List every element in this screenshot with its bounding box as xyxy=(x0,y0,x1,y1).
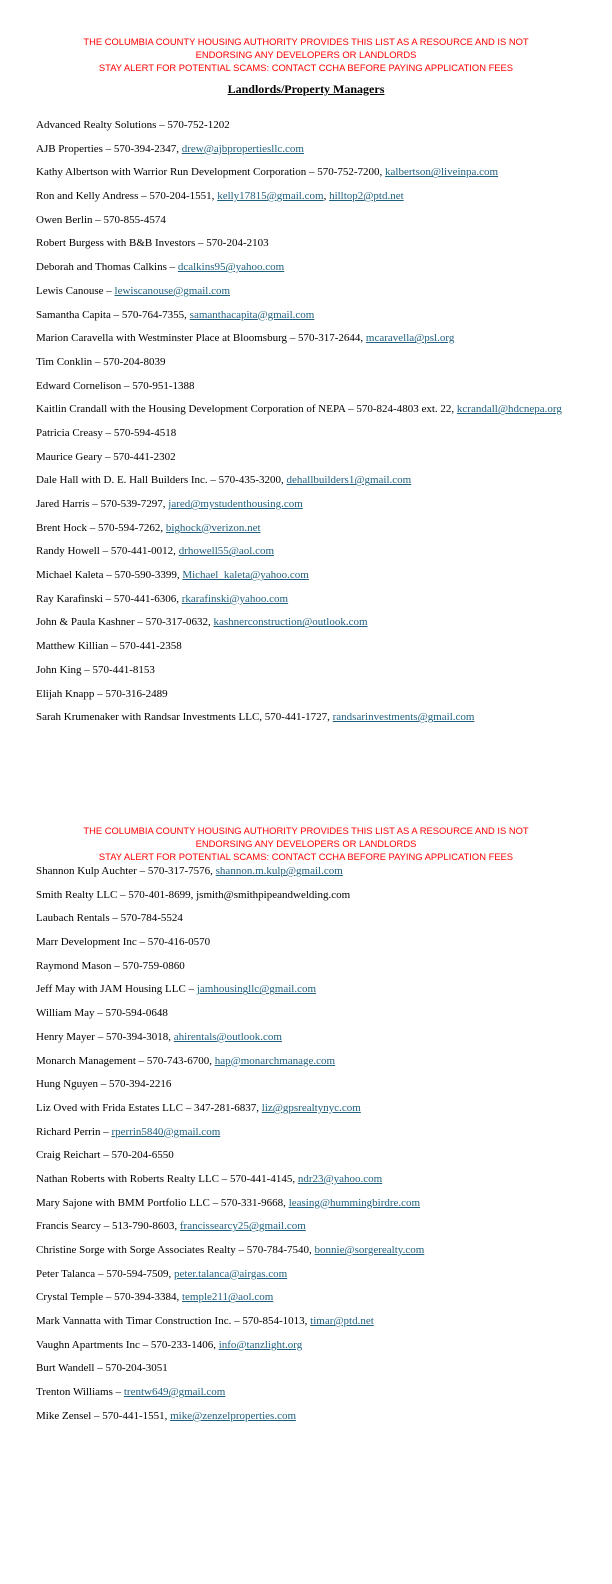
email-link[interactable]: rkarafinski@yahoo.com xyxy=(181,592,289,605)
list-item xyxy=(36,982,581,997)
email-link[interactable]: bighock@verizon.net xyxy=(165,521,261,534)
notice-line: STAY ALERT FOR POTENTIAL SCAMS: CONTACT CCHA BEFORE PAYING APPLICATION FEES xyxy=(98,62,514,73)
list-item xyxy=(36,1409,581,1424)
list-item xyxy=(36,1077,581,1092)
landlord-list-page-2 xyxy=(36,864,581,1433)
list-item xyxy=(36,1243,581,1258)
contact-text: John & Paula Kashner – 570-317-0632, xyxy=(36,616,214,629)
contact-text: Craig Reichart – 570-204-6550 xyxy=(36,1149,174,1162)
email-link[interactable]: temple211@aol.com xyxy=(181,1291,274,1304)
contact-text: Ron and Kelly Andress – 570-204-1551, xyxy=(36,190,218,203)
contact-text: Ray Karafinski – 570-441-6306, xyxy=(36,592,182,605)
notice-line: ENDORSING ANY DEVELOPERS OR LANDLORDS xyxy=(195,49,417,60)
list-item xyxy=(36,402,581,417)
email-link[interactable]: kelly17815@gmail.com xyxy=(217,190,324,203)
email-link[interactable]: Michael_kaleta@yahoo.com xyxy=(182,569,309,582)
contact-text: Elijah Knapp – 570-316-2489 xyxy=(36,687,168,700)
email-link[interactable]: drhowell55@aol.com xyxy=(178,545,275,558)
contact-text: Edward Cornelison – 570-951-1388 xyxy=(36,379,195,392)
contact-text: Kaitlin Crandall with the Housing Development Corporation of NEPA – 570-824-4803 ext. 22, xyxy=(36,403,457,416)
list-item xyxy=(36,260,581,275)
list-item xyxy=(36,592,581,607)
list-item xyxy=(36,284,581,299)
list-item xyxy=(36,236,581,251)
list-item xyxy=(36,1054,581,1069)
contact-text: Mary Sajone with BMM Portfolio LLC – 570-331-9668, xyxy=(36,1196,289,1209)
list-item xyxy=(36,142,581,157)
list-item xyxy=(36,959,581,974)
list-item xyxy=(36,1148,581,1163)
list-item xyxy=(36,473,581,488)
list-item xyxy=(36,864,581,879)
contact-text: Lewis Canouse – xyxy=(36,284,115,297)
contact-text: Owen Berlin – 570-855-4574 xyxy=(36,213,166,226)
contact-text: Samantha Capita – 570-764-7355, xyxy=(36,308,190,321)
email-link[interactable]: timar@ptd.net xyxy=(310,1315,374,1328)
list-item xyxy=(36,165,581,180)
list-item xyxy=(36,1314,581,1329)
list-item xyxy=(36,935,581,950)
contact-text: John King – 570-441-8153 xyxy=(36,663,155,676)
contact-text: Deborah and Thomas Calkins – xyxy=(36,261,178,274)
contact-text: Christine Sorge with Sorge Associates Realty – 570-784-7540, xyxy=(36,1244,315,1256)
contact-text: Marion Caravella with Westminster Place at Bloomsburg – 570-317-2644, xyxy=(36,332,366,345)
notice-line: THE COLUMBIA COUNTY HOUSING AUTHORITY PROVIDES THIS LIST AS A RESOURCE AND IS NOT xyxy=(83,36,529,47)
list-item xyxy=(36,911,581,926)
list-item xyxy=(36,544,581,559)
contact-text: Kathy Albertson with Warrior Run Development Corporation – 570-752-7200, xyxy=(36,166,386,179)
email-link[interactable]: peter.talanca@airgas.com xyxy=(174,1267,288,1280)
list-item xyxy=(36,1125,581,1140)
email-link[interactable]: dehallbuilders1@gmail.com xyxy=(286,474,412,487)
email-link[interactable]: drew@ajbpropertiesllc.com xyxy=(181,142,304,155)
contact-text: Dale Hall with D. E. Hall Builders Inc. – 570-435-3200, xyxy=(36,474,287,487)
email-link[interactable]: kashnerconstruction@outlook.com xyxy=(213,616,368,629)
email-link[interactable]: francissearcy25@gmail.com xyxy=(179,1220,306,1233)
list-item xyxy=(36,118,581,133)
list-item xyxy=(36,189,581,204)
notice-line: STAY ALERT FOR POTENTIAL SCAMS: CONTACT CCHA BEFORE PAYING APPLICATION FEES xyxy=(98,851,514,862)
contact-text: Monarch Management – 570-743-6700, xyxy=(36,1054,215,1067)
list-item xyxy=(36,213,581,228)
email-link[interactable]: ahirentals@outlook.com xyxy=(173,1030,282,1043)
email-link[interactable]: mcaravella@psl.org xyxy=(365,332,455,345)
contact-text: Laubach Rentals – 570-784-5524 xyxy=(36,912,183,925)
email-link[interactable]: lewiscanouse@gmail.com xyxy=(114,284,231,297)
list-item xyxy=(36,1172,581,1187)
email-link[interactable]: ndr23@yahoo.com xyxy=(297,1172,383,1185)
email-link[interactable]: mike@zenzelproperties.com xyxy=(170,1409,297,1422)
contact-text: Nathan Roberts with Roberts Realty LLC – 570-441-4145, xyxy=(36,1172,298,1185)
separator: , xyxy=(323,190,330,203)
list-item xyxy=(36,568,581,583)
list-item xyxy=(36,308,581,323)
notice-line: THE COLUMBIA COUNTY HOUSING AUTHORITY PROVIDES THIS LIST AS A RESOURCE AND IS NOT xyxy=(83,825,529,836)
list-item xyxy=(36,663,581,678)
notice-line: ENDORSING ANY DEVELOPERS OR LANDLORDS xyxy=(195,838,417,849)
document-page-2 xyxy=(0,792,612,1584)
contact-text: Mark Vannatta with Timar Construction Inc. – 570-854-1013, xyxy=(36,1315,311,1328)
contact-text: Hung Nguyen – 570-394-2216 xyxy=(36,1078,172,1091)
list-item xyxy=(36,615,581,630)
contact-text: Randy Howell – 570-441-0012, xyxy=(36,545,179,558)
email-link[interactable]: dcalkins95@yahoo.com xyxy=(177,261,285,274)
contact-text: Patricia Creasy – 570-594-4518 xyxy=(36,426,177,439)
contact-text: Advanced Realty Solutions – 570-752-1202 xyxy=(36,119,230,131)
contact-text: Smith Realty LLC – 570-401-8699, jsmith@smithpipeandwelding.com xyxy=(36,888,351,901)
email-link[interactable]: trentw649@gmail.com xyxy=(123,1386,226,1399)
list-item xyxy=(36,1219,581,1234)
email-link[interactable]: hilltop2@ptd.net xyxy=(329,190,404,203)
contact-text: Burt Wandell – 570-204-3051 xyxy=(36,1362,168,1375)
contact-text: Sarah Krumenaker with Randsar Investments LLC, 570-441-1727, xyxy=(36,711,333,724)
contact-text: Henry Mayer – 570-394-3018, xyxy=(36,1030,174,1043)
contact-text: Robert Burgess with B&B Investors – 570-204-2103 xyxy=(36,237,269,250)
contact-text: Jared Harris – 570-539-7297, xyxy=(36,498,169,510)
contact-text: Mike Zensel – 570-441-1551, xyxy=(36,1409,171,1422)
list-item xyxy=(36,497,581,512)
list-item xyxy=(36,888,581,903)
list-item xyxy=(36,1196,581,1211)
contact-text: William May – 570-594-0648 xyxy=(36,1007,168,1020)
contact-text: Matthew Killian – 570-441-2358 xyxy=(36,640,182,653)
email-link[interactable]: hap@monarchmanage.com xyxy=(214,1054,336,1067)
list-item xyxy=(36,1361,581,1376)
contact-text: Tim Conklin – 570-204-8039 xyxy=(36,355,166,368)
list-item xyxy=(36,1385,581,1400)
list-item xyxy=(36,710,581,725)
email-link[interactable]: rperrin5840@gmail.com xyxy=(111,1125,221,1138)
email-link[interactable]: info@tanzlight.org xyxy=(218,1338,303,1351)
list-item xyxy=(36,639,581,654)
contact-text: Shannon Kulp Auchter – 570-317-7576, xyxy=(36,865,216,877)
list-item xyxy=(36,450,581,465)
email-link[interactable]: jamhousingllc@gmail.com xyxy=(196,983,317,996)
list-item xyxy=(36,426,581,441)
email-link[interactable]: shannon.m.kulp@gmail.com xyxy=(215,865,343,877)
contact-text: Vaughn Apartments Inc – 570-233-1406, xyxy=(36,1338,219,1351)
email-link[interactable]: kcrandall@hdcnepa.org xyxy=(456,403,562,416)
list-item xyxy=(36,1338,581,1353)
contact-text: Peter Talanca – 570-594-7509, xyxy=(36,1267,175,1280)
list-item xyxy=(36,1290,581,1305)
list-item xyxy=(36,521,581,536)
email-link[interactable]: kalbertson@liveinpa.com xyxy=(385,166,499,179)
list-item xyxy=(36,355,581,370)
page-title: Landlords/Property Managers xyxy=(227,82,385,96)
list-item xyxy=(36,331,581,346)
contact-text: AJB Properties – 570-394-2347, xyxy=(36,142,182,155)
landlord-list-page-1 xyxy=(36,118,581,734)
scam-notice xyxy=(40,35,572,74)
contact-text: Francis Searcy – 513-790-8603, xyxy=(36,1220,180,1233)
scam-notice xyxy=(40,824,572,863)
contact-text: Trenton Williams – xyxy=(36,1386,124,1399)
contact-text: Jeff May with JAM Housing LLC – xyxy=(36,983,197,996)
list-item xyxy=(36,1006,581,1021)
contact-text: Marr Development Inc – 570-416-0570 xyxy=(36,936,211,949)
list-item xyxy=(36,379,581,394)
email-link[interactable]: bonnie@sorgerealty.com xyxy=(314,1244,425,1256)
list-item xyxy=(36,1101,581,1116)
email-link[interactable]: liz@gpsrealtynyc.com xyxy=(261,1101,361,1114)
email-link[interactable]: leasing@hummingbirdre.com xyxy=(288,1196,421,1209)
contact-text: Michael Kaleta – 570-590-3399, xyxy=(36,569,183,582)
contact-text: Crystal Temple – 570-394-3384, xyxy=(36,1291,182,1304)
list-item xyxy=(36,687,581,702)
contact-text: Raymond Mason – 570-759-0860 xyxy=(36,959,185,972)
email-link[interactable]: samanthacapita@gmail.com xyxy=(189,308,315,321)
email-link[interactable]: randsarinvestments@gmail.com xyxy=(332,711,475,724)
list-item xyxy=(36,1030,581,1045)
contact-text: Liz Oved with Frida Estates LLC – 347-281-6837, xyxy=(36,1101,262,1114)
contact-text: Brent Hock – 570-594-7262, xyxy=(36,521,166,534)
list-item xyxy=(36,1267,581,1282)
contact-text: Maurice Geary – 570-441-2302 xyxy=(36,450,176,463)
email-link[interactable]: jared@mystudenthousing.com xyxy=(168,498,303,510)
contact-text: Richard Perrin – xyxy=(36,1125,112,1138)
